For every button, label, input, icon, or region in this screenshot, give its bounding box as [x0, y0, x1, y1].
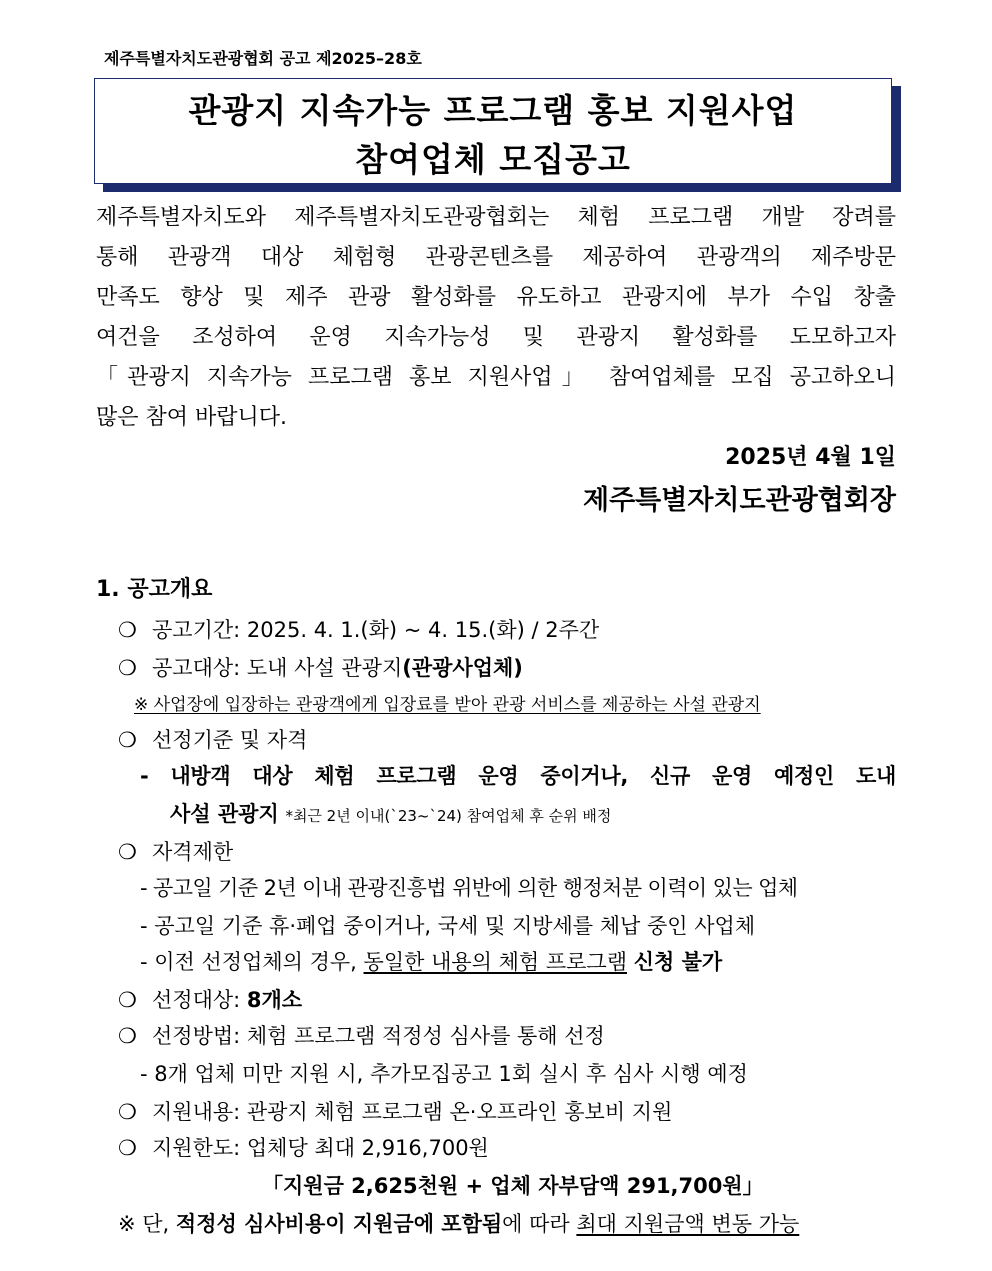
final-note-prefix: ※ 단,	[118, 1212, 176, 1236]
support-content-item	[118, 1096, 672, 1126]
intro-line-6: 많은 참여 바랍니다.	[96, 405, 287, 430]
organization-name: 제주특별자치도관광협회장	[583, 485, 896, 516]
bullet-icon: ❍	[118, 1136, 137, 1160]
criteria-item	[118, 724, 307, 754]
period-item	[118, 614, 599, 644]
final-note-mid: 에 따라	[502, 1212, 577, 1236]
intro-line-1: 제주특별자치도와 제주특별자치도관광협회는 체험 프로그램 개발 장려를	[96, 205, 896, 230]
criteria-text: 선정기준 및 자격	[152, 728, 308, 752]
bullet-icon: ❍	[118, 656, 137, 680]
final-note-underlined: 최대 지원금액 변동 가능	[576, 1212, 800, 1236]
selection-count-label: 선정대상:	[152, 988, 247, 1012]
restriction-line-2: - 공고일 기준 휴·폐업 중이거나, 국세 및 지방세를 체납 중인 사업체	[140, 914, 756, 938]
restriction-item	[118, 836, 233, 866]
restriction-line-3	[140, 946, 722, 976]
support-breakdown: 「지원금 2,625천원 + 업체 자부담액 291,700원」	[262, 1174, 764, 1198]
bullet-icon: ❍	[118, 1100, 137, 1124]
selection-method-detail: - 8개 업체 미만 지원 시, 추가모집공고 1회 실시 후 심사 시행 예정	[140, 1062, 748, 1086]
period-text: 공고기간: 2025. 4. 1.(화) ~ 4. 15.(화) / 2주간	[152, 618, 600, 642]
restriction-line-3-prefix: - 이전 선정업체의 경우,	[140, 950, 364, 974]
restriction-line-3-bold: 신청 불가	[633, 950, 723, 974]
support-content-text: 지원내용: 관광지 체험 프로그램 온·오프라인 홍보비 지원	[152, 1100, 673, 1124]
section-heading: 1. 공고개요	[96, 577, 213, 602]
notice-date: 2025년 4월 1일	[725, 445, 896, 470]
target-bold: (관광사업체)	[402, 656, 523, 680]
criteria-line-2	[170, 798, 611, 828]
selection-count-item	[118, 984, 302, 1014]
criteria-line-2-bold: 사설 관광지	[170, 802, 279, 826]
bullet-icon: ❍	[118, 988, 137, 1012]
selection-method-item	[118, 1020, 605, 1050]
restriction-line-3-underlined: 동일한 내용의 체험 프로그램	[363, 950, 627, 974]
bullet-icon: ❍	[118, 1024, 137, 1048]
final-note-bold: 적정성 심사비용이 지원금에 포함됨	[175, 1212, 503, 1236]
selection-method-text: 선정방법: 체험 프로그램 적정성 심사를 통해 선정	[152, 1024, 605, 1048]
restriction-line-1: - 공고일 기준 2년 이내 관광진흥법 위반에 의한 행정처분 이력이 있는 업체	[140, 876, 798, 900]
intro-line-5: 「관광지 지속가능 프로그램 홍보 지원사업」 참여업체를 모집 공고하오니	[96, 365, 896, 390]
notice-number: 제주특별자치도관광협회 공고 제2025–28호	[104, 49, 422, 68]
intro-line-2: 통해 관광객 대상 체험형 관광콘텐츠를 제공하여 관광객의 제주방문	[96, 245, 896, 270]
bullet-icon: ❍	[118, 840, 137, 864]
target-item	[118, 652, 523, 682]
support-limit-text: 지원한도: 업체당 최대 2,916,700원	[152, 1136, 489, 1160]
final-note	[118, 1208, 799, 1238]
intro-line-4: 여건을 조성하여 운영 지속가능성 및 관광지 활성화를 도모하고자	[96, 325, 896, 350]
target-note: ※ 사업장에 입장하는 관광객에게 입장료를 받아 관광 서비스를 제공하는 사설 관광지	[134, 695, 761, 715]
selection-count-value: 8개소	[246, 988, 303, 1012]
title-line-2: 참여업체 모집공고	[355, 140, 631, 179]
criteria-line-2-note: *최근 2년 이내(`23~`24) 참여업체 후 순위 배정	[285, 807, 612, 825]
restriction-text: 자격제한	[152, 840, 234, 864]
bullet-icon: ❍	[118, 618, 137, 642]
title-box	[94, 78, 892, 184]
criteria-line-1: - 내방객 대상 체험 프로그램 운영 중이거나, 신규 운영 예정인 도내	[140, 764, 896, 788]
title-line-1: 관광지 지속가능 프로그램 홍보 지원사업	[188, 91, 798, 130]
bullet-icon: ❍	[118, 728, 137, 752]
intro-line-3: 만족도 향상 및 제주 관광 활성화를 유도하고 관광지에 부가 수입 창출	[96, 285, 896, 310]
support-limit-item	[118, 1132, 489, 1162]
target-text: 공고대상: 도내 사설 관광지	[152, 656, 403, 680]
